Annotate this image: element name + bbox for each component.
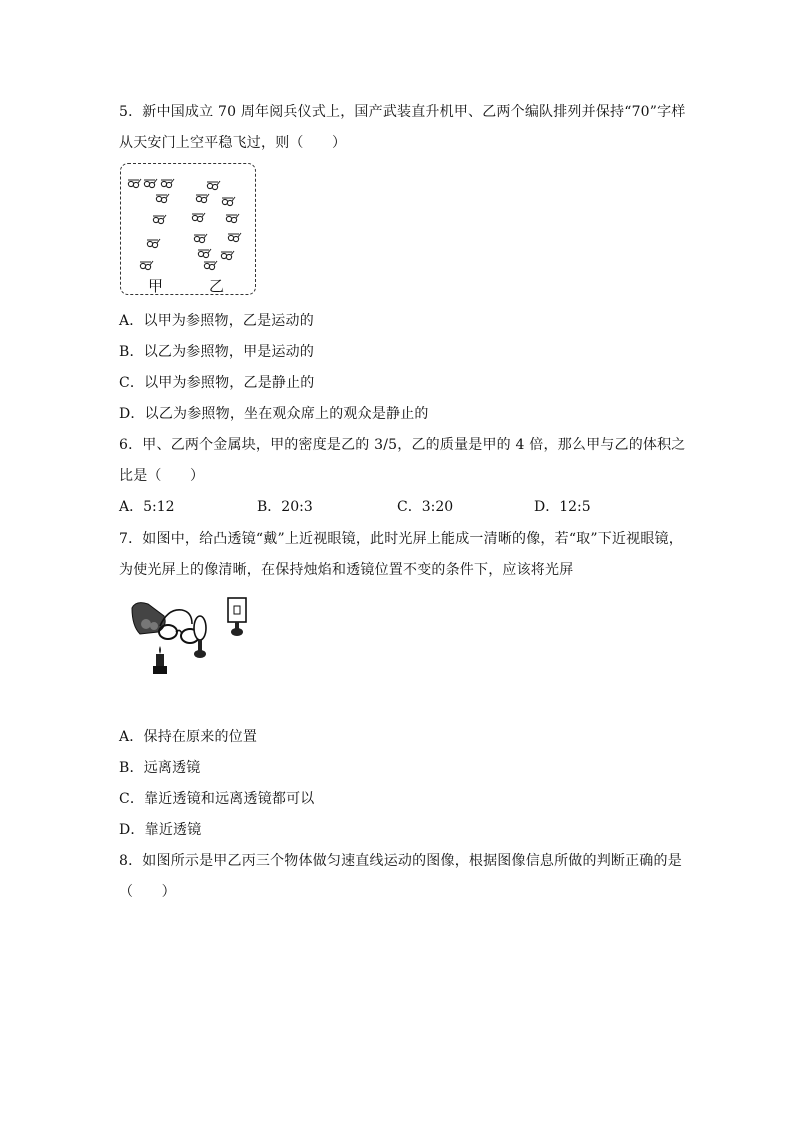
helicopter-icon	[153, 215, 166, 224]
q7-stem-line2: 为使光屏上的像清晰，在保持烛焰和透镜位置不变的条件下，应该将光屏	[119, 562, 574, 578]
q5-option-b[interactable]: B．以乙为参照物，甲是运动的	[119, 344, 315, 360]
helicopter-icon	[221, 251, 234, 260]
helicopter-icon	[198, 249, 211, 258]
helicopter-icon	[196, 194, 209, 203]
helicopter-icon	[140, 261, 153, 270]
helicopter-icon	[226, 214, 239, 223]
q5-option-d[interactable]: D．以乙为参照物，坐在观众席上的观众是静止的	[119, 406, 429, 422]
helicopter-icon	[128, 179, 141, 188]
q6-option-c[interactable]: C．3:20	[397, 499, 454, 515]
helicopter-icon	[161, 179, 174, 188]
q6-option-b[interactable]: B．20:3	[257, 499, 313, 515]
q5-option-a[interactable]: A．以甲为参照物，乙是运动的	[119, 313, 314, 329]
helicopter-icon	[207, 181, 220, 190]
helicopter-formation	[121, 164, 257, 296]
helicopter-icon	[222, 197, 235, 206]
q5-stem-line1: 5．新中国成立 70 周年阅兵仪式上，国产武装直升机甲、乙两个编队排列并保持“70”字样	[119, 104, 686, 120]
q6-stem-line2: 比是（ ）	[119, 468, 205, 484]
helicopter-icon	[192, 213, 205, 222]
q5-stem-line2: 从天安门上空平稳飞过，则（ ）	[119, 135, 347, 151]
helicopter-icon	[144, 179, 157, 188]
helicopter-icon	[204, 261, 217, 270]
q5-formation-figure	[120, 163, 256, 295]
helicopter-icon	[156, 194, 169, 203]
q6-option-d[interactable]: D．12:5	[534, 499, 591, 515]
helicopter-icon	[194, 234, 207, 243]
q8-stem-line2: （ ）	[119, 884, 176, 900]
q7-option-a[interactable]: A．保持在原来的位置	[119, 729, 258, 745]
q7-stem-line1: 7．如图中，给凸透镜“戴”上近视眼镜，此时光屏上能成一清晰的像，若“取”下近视眼镜，	[119, 531, 683, 547]
q5-option-c[interactable]: C．以甲为参照物，乙是静止的	[119, 375, 315, 391]
q6-stem-line1: 6．甲、乙两个金属块，甲的密度是乙的 3/5，乙的质量是甲的 4 倍，那么甲与乙的体积之	[119, 437, 686, 453]
label-yi: 乙	[209, 277, 225, 295]
label-jia: 甲	[148, 277, 164, 295]
q7-option-d[interactable]: D．靠近透镜	[119, 822, 202, 838]
q7-option-c[interactable]: C．靠近透镜和远离透镜都可以	[119, 791, 315, 807]
q7-option-b[interactable]: B．远离透镜	[119, 760, 201, 776]
helicopter-icon	[228, 233, 241, 242]
q8-stem-line1: 8．如图所示是甲乙丙三个物体做匀速直线运动的图像，根据图像信息所做的判断正确的是	[119, 853, 682, 869]
q7-lens-figure	[128, 596, 258, 684]
helicopter-icon	[147, 239, 160, 248]
q6-option-a[interactable]: A．5:12	[119, 499, 175, 515]
lens-apparatus-drawing	[128, 596, 258, 680]
